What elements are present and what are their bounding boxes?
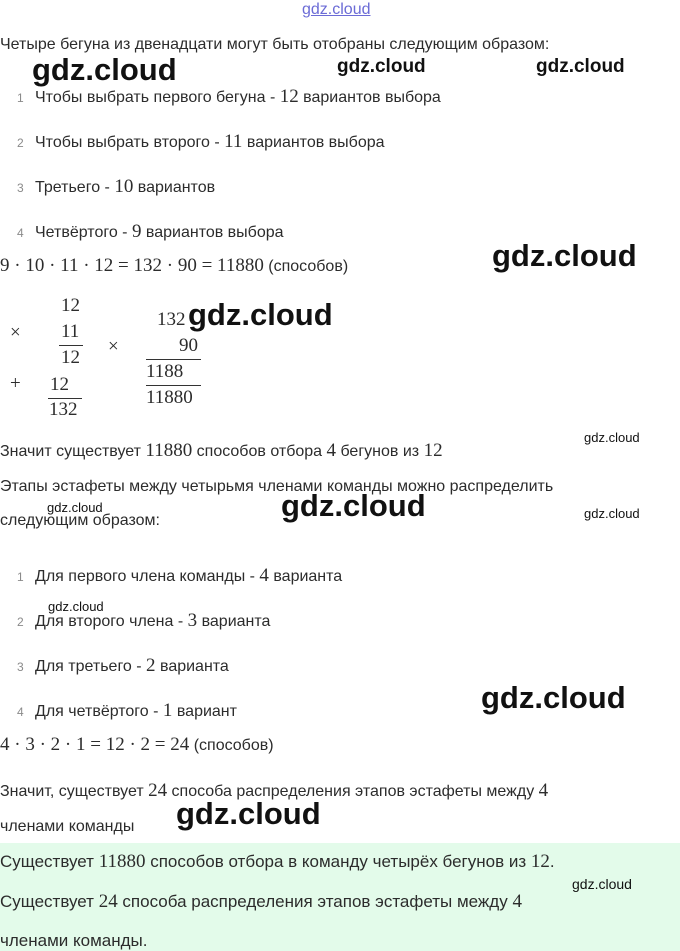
watermark: gdz.cloud: [492, 238, 637, 273]
watermark: gdz.cloud: [281, 488, 426, 523]
step-text: Для третьего - 2 варианта: [35, 655, 229, 676]
conclusion: Значит существует 11880 способов отбора 4 бегунов из 12: [0, 440, 443, 461]
watermark: gdz.cloud: [481, 680, 626, 715]
watermark: gdz.cloud: [536, 56, 625, 77]
calc-value: 12: [50, 374, 69, 395]
step-text: Третьего - 10 вариантов: [35, 176, 216, 197]
calc-result: 11880: [146, 387, 193, 408]
step-text: Для четвёртого - 1 вариант: [35, 700, 237, 721]
watermark: gdz.cloud: [47, 500, 103, 515]
answer-line: Существует 24 способа распределения этапов эстафеты между 4: [0, 891, 522, 912]
watermark-top: gdz.cloud: [302, 1, 371, 18]
sign-multiply: ×: [108, 336, 119, 357]
watermark: gdz.cloud: [572, 876, 632, 892]
step-number: 4: [17, 705, 24, 719]
watermark: gdz.cloud: [584, 430, 640, 445]
part2-intro: следующим образом:: [0, 512, 160, 529]
formula: 9 · 10 · 11 · 12 = 132 · 90 = 11880 (способов): [0, 255, 349, 276]
watermark: gdz.cloud: [188, 297, 333, 332]
answer-line: Существует 11880 способов отбора в команду четырёх бегунов из 12.: [0, 851, 555, 872]
part2-intro: Этапы эстафеты между четырьмя членами команды можно распределить: [0, 478, 554, 495]
formula: 4 · 3 · 2 · 1 = 12 · 2 = 24 (способов): [0, 734, 274, 755]
calc-value: 12: [61, 347, 80, 368]
step-text: Четвёртого - 9 вариантов выбора: [35, 221, 284, 242]
sign-plus: +: [10, 373, 21, 394]
calc-result: 132: [49, 399, 78, 420]
conclusion: Значит, существует 24 способа распределения этапов эстафеты между 4: [0, 780, 549, 801]
conclusion-line2: членами команды: [0, 818, 135, 835]
step-text: Чтобы выбрать второго - 11 вариантов выбора: [35, 131, 385, 152]
step-number: 4: [17, 226, 24, 240]
calc-value: 12: [61, 295, 80, 316]
watermark: gdz.cloud: [48, 599, 104, 614]
part1-intro: Четыре бегуна из двенадцати могут быть отобраны следующим образом:: [0, 36, 550, 53]
step-text: Чтобы выбрать первого бегуна - 12 вариантов выбора: [35, 86, 441, 107]
step-text: Для первого члена команды - 4 варианта: [35, 565, 343, 586]
step-number: 2: [17, 615, 24, 629]
watermark: gdz.cloud: [32, 52, 177, 87]
watermark: gdz.cloud: [176, 796, 321, 831]
answer-line: членами команды.: [0, 931, 148, 950]
step-number: 1: [17, 91, 24, 105]
step-number: 3: [17, 181, 24, 195]
step-number: 1: [17, 570, 24, 584]
step-number: 2: [17, 136, 24, 150]
sign-multiply: ×: [10, 322, 21, 343]
watermark: gdz.cloud: [584, 506, 640, 521]
step-number: 3: [17, 660, 24, 674]
calc-value: 11: [61, 321, 80, 342]
calc-value: 90: [179, 335, 198, 356]
watermark: gdz.cloud: [337, 56, 426, 77]
step-text: Для второго члена - 3 варианта: [35, 610, 271, 631]
calc-value: 132: [157, 309, 186, 330]
calc-value: 1188: [146, 361, 184, 382]
